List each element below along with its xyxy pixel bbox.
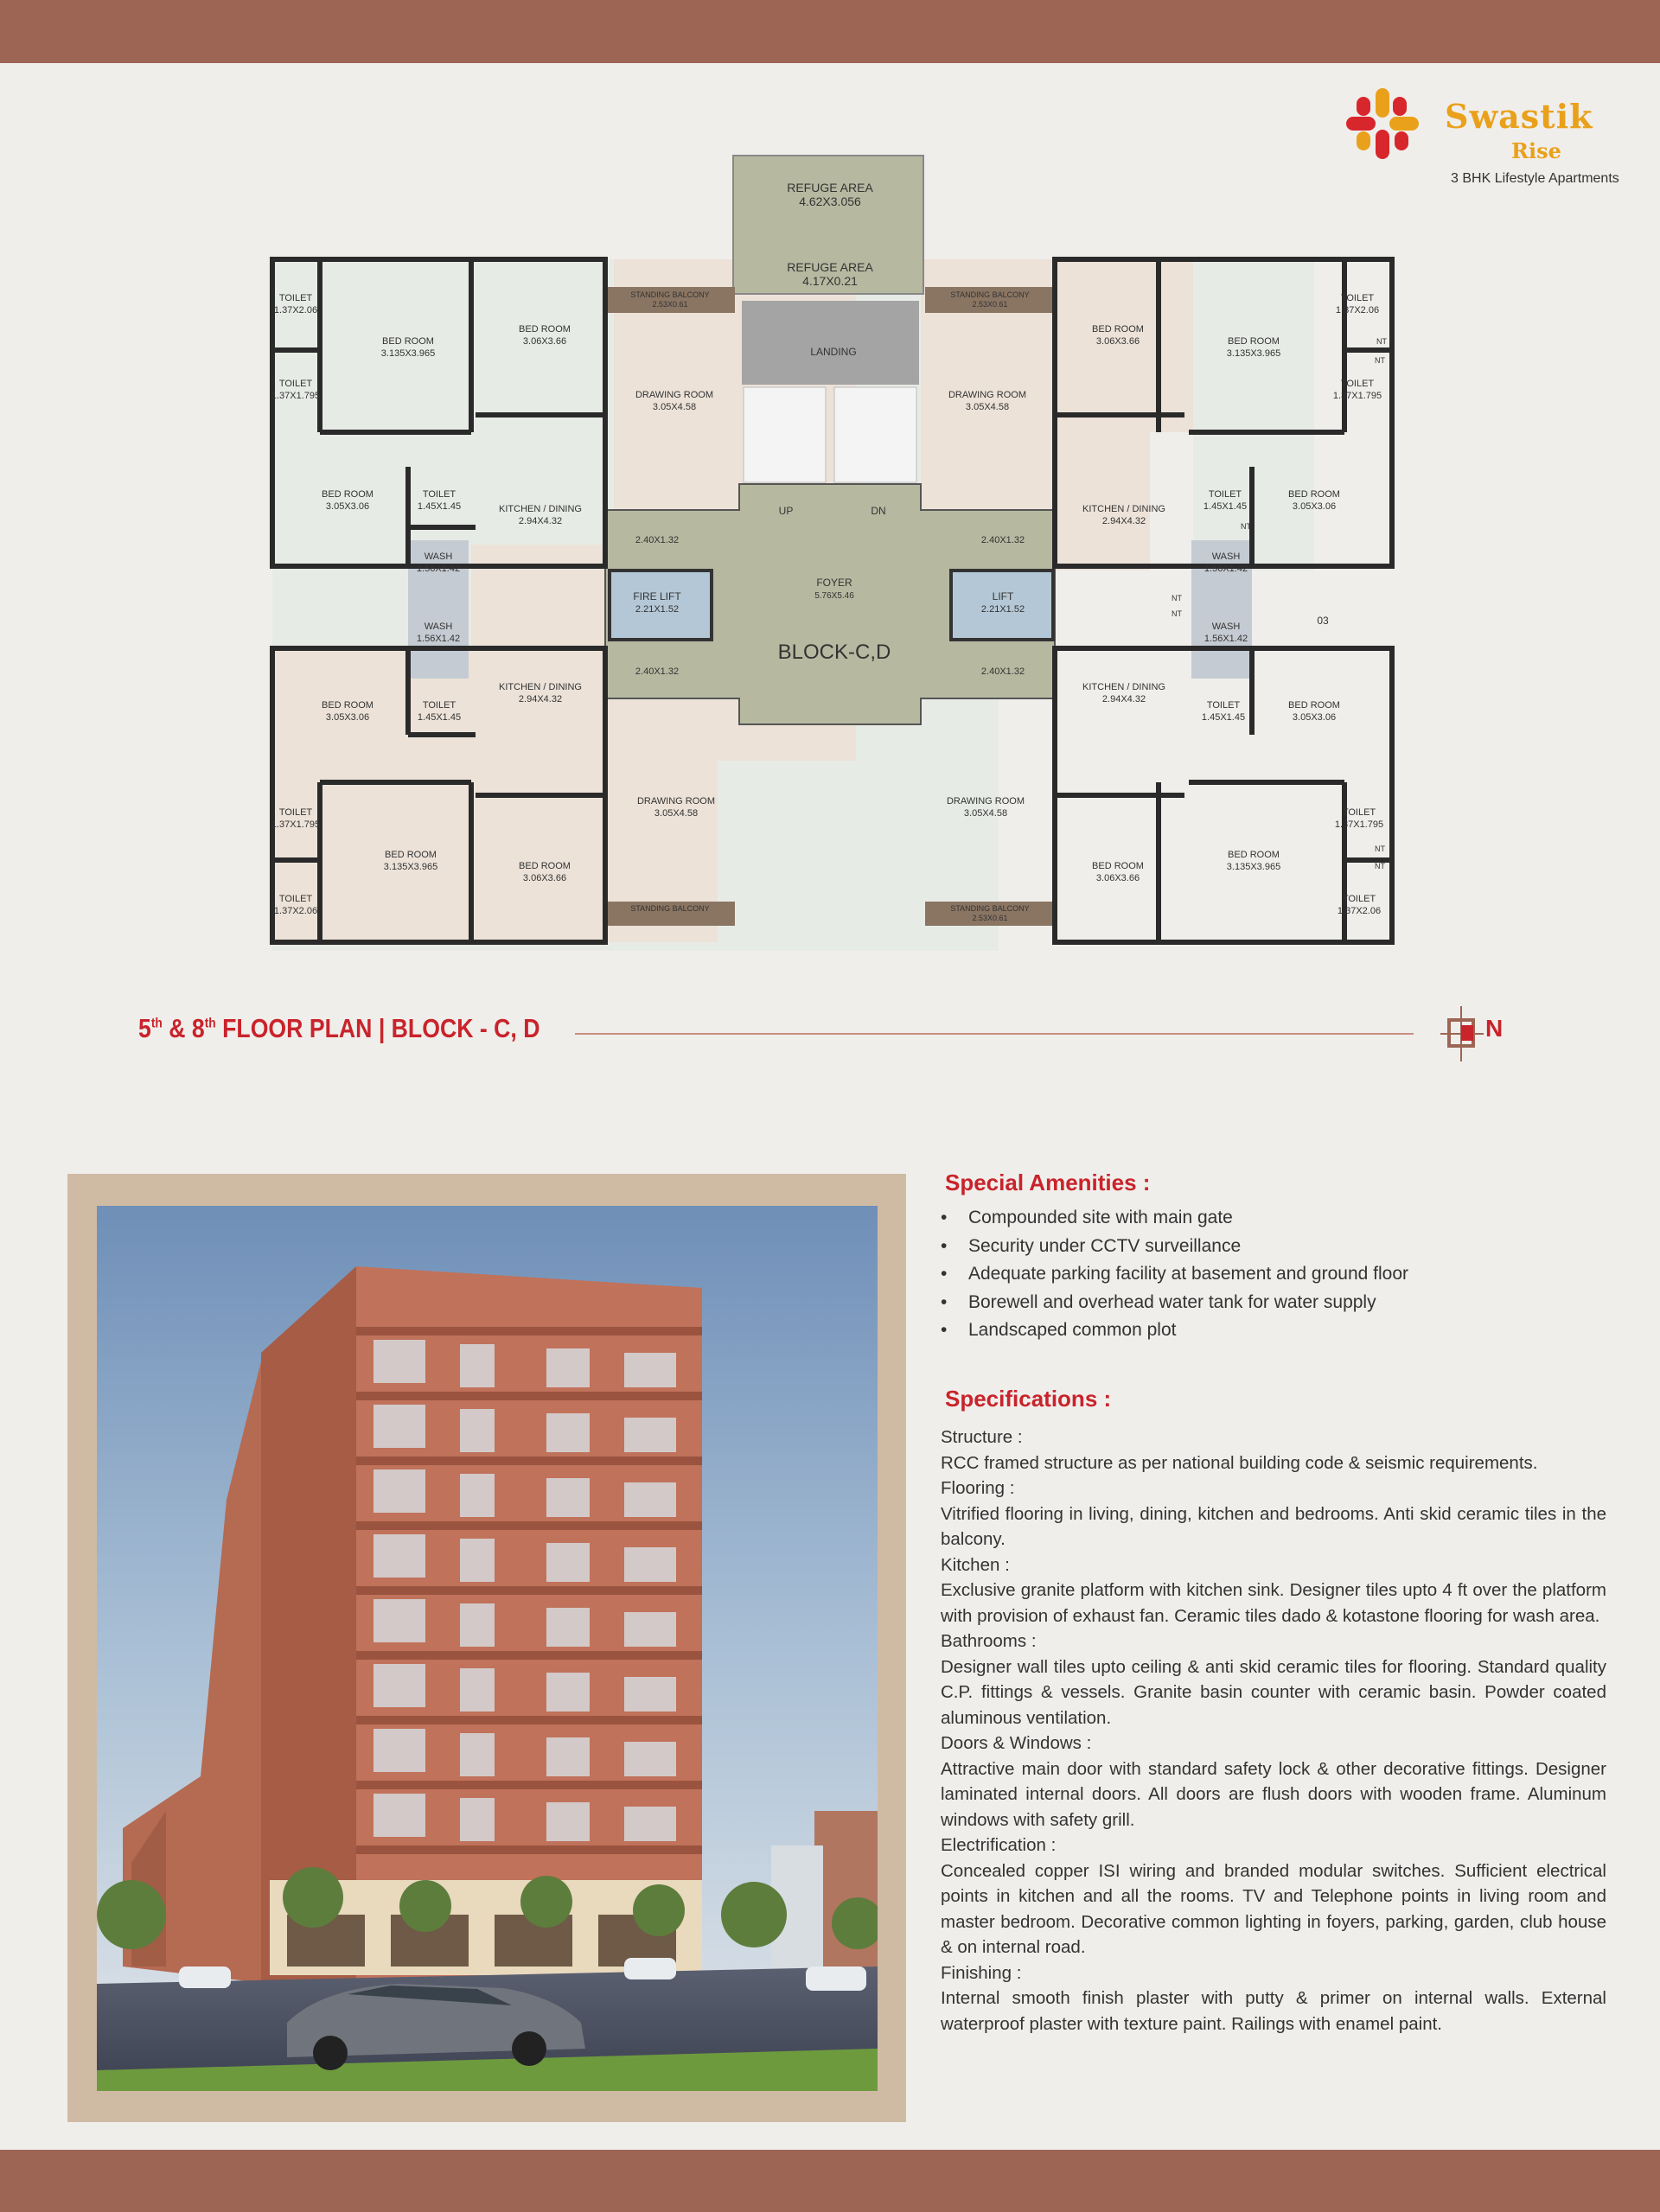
svg-text:3.06X3.66: 3.06X3.66 <box>522 873 567 883</box>
svg-text:3.135X3.965: 3.135X3.965 <box>1226 862 1281 872</box>
svg-text:WASH: WASH <box>424 622 453 632</box>
list-item: • Adequate parking facility at basement and ground floor <box>941 1260 1408 1289</box>
svg-text:3.05X3.06: 3.05X3.06 <box>1292 501 1337 512</box>
building-rendering-picture <box>97 1206 878 2091</box>
brand-name: Swastik <box>1445 97 1593 136</box>
balcony-size: 2.53X0.61 <box>972 914 1008 922</box>
lift-size: 2.21X1.52 <box>980 604 1025 615</box>
svg-text:3.05X4.58: 3.05X4.58 <box>654 808 699 819</box>
svg-text:DRAWING ROOM: DRAWING ROOM <box>636 796 716 806</box>
svg-text:3.135X3.965: 3.135X3.965 <box>380 348 436 359</box>
spec-text: Designer wall tiles upto ceiling & anti skid ceramic tiles for flooring. Standard quality C.P. fittings & vessels. Granite basin counter with ceramic basin. Powder coated aluminous ventilation. <box>941 1656 1606 1728</box>
floor-plan-drawing <box>259 147 1409 977</box>
spec-label: Structure : <box>941 1427 1023 1447</box>
svg-text:BED ROOM: BED ROOM <box>519 861 571 871</box>
svg-text:NT: NT <box>1375 845 1385 853</box>
svg-text:1.37X1.795: 1.37X1.795 <box>1332 391 1382 401</box>
svg-text:TOILET: TOILET <box>278 807 313 818</box>
spec-text: Internal smooth finish plaster with putty & primer on internal walls. External waterproof plaster with texture paint. Railings with enamel paint. <box>941 1988 1606 2034</box>
svg-text:3.05X4.58: 3.05X4.58 <box>652 402 697 412</box>
svg-text:BED ROOM: BED ROOM <box>1092 861 1144 871</box>
svg-text:2.94X4.32: 2.94X4.32 <box>518 694 563 704</box>
lobby-dim: 2.40X1.32 <box>980 666 1025 677</box>
spec-text: Concealed copper ISI wiring and branded modular switches. Sufficient electrical points in kitchen and all the rooms. TV and Telephone points in living room and master bedroom. Decorative common lighting in foyers, parking, garden, club house & on internal road. <box>941 1860 1606 1957</box>
spec-text: Attractive main door with standard safety lock & other decorative fittings. Designer laminated internal doors. All doors are flush doors with wooden frame. Aluminum windows with safety grill. <box>941 1758 1606 1830</box>
svg-text:TOILET: TOILET <box>1342 894 1376 904</box>
svg-text:3.135X3.965: 3.135X3.965 <box>383 862 438 872</box>
svg-text:BED ROOM: BED ROOM <box>519 324 571 335</box>
refuge-area-2-size: 4.17X0.21 <box>802 274 858 288</box>
svg-text:TOILET: TOILET <box>1340 293 1375 303</box>
svg-text:3.05X3.06: 3.05X3.06 <box>1292 712 1337 723</box>
svg-text:1.45X1.45: 1.45X1.45 <box>417 501 462 512</box>
lobby-dim: 2.40X1.32 <box>635 535 680 545</box>
svg-text:KITCHEN / DINING: KITCHEN / DINING <box>1082 504 1165 514</box>
svg-text:TOILET: TOILET <box>278 293 313 303</box>
svg-text:TOILET: TOILET <box>1342 807 1376 818</box>
foyer-label: FOYER <box>816 577 852 589</box>
svg-text:BED ROOM: BED ROOM <box>1288 489 1340 500</box>
svg-text:BED ROOM: BED ROOM <box>322 489 374 500</box>
svg-text:3.05X4.58: 3.05X4.58 <box>963 808 1008 819</box>
svg-text:BED ROOM: BED ROOM <box>385 850 437 860</box>
balcony-label: STANDING BALCONY <box>630 290 710 299</box>
svg-text:BED ROOM: BED ROOM <box>1288 700 1340 711</box>
svg-text:BED ROOM: BED ROOM <box>1228 850 1280 860</box>
svg-text:NT: NT <box>1376 337 1387 346</box>
specifications-list <box>941 1425 1606 2037</box>
compass <box>1440 1006 1510 1061</box>
list-item: • Landscaped common plot <box>941 1316 1408 1345</box>
list-item: • Borewell and overhead water tank for water supply <box>941 1289 1408 1317</box>
refuge-area-2-label: REFUGE AREA <box>787 260 873 274</box>
landing-label: LANDING <box>810 346 857 358</box>
svg-text:WASH: WASH <box>424 551 453 562</box>
block-label: BLOCK-C,D <box>777 641 891 664</box>
svg-text:BED ROOM: BED ROOM <box>322 700 374 711</box>
balcony-size: 2.53X0.61 <box>652 300 688 309</box>
spec-label: Bathrooms : <box>941 1631 1037 1651</box>
brand-sub: Rise <box>1511 138 1561 163</box>
svg-text:3.135X3.965: 3.135X3.965 <box>1226 348 1281 359</box>
svg-text:1.45X1.45: 1.45X1.45 <box>1201 712 1246 723</box>
svg-text:1.56X1.42: 1.56X1.42 <box>416 634 461 644</box>
svg-text:3.05X3.06: 3.05X3.06 <box>325 712 370 723</box>
foyer-size: 5.76X5.46 <box>814 591 854 601</box>
svg-text:BED ROOM: BED ROOM <box>382 336 434 347</box>
top-band <box>0 0 1660 63</box>
svg-text:TOILET: TOILET <box>278 894 313 904</box>
north-compass-icon <box>1440 1006 1484 1061</box>
svg-text:TOILET: TOILET <box>278 379 313 389</box>
svg-text:1.37X1.795: 1.37X1.795 <box>271 391 321 401</box>
title-divider <box>575 1033 1414 1035</box>
svg-text:TOILET: TOILET <box>1206 700 1241 711</box>
fire-lift-label: FIRE LIFT <box>633 590 681 602</box>
svg-text:DRAWING ROOM: DRAWING ROOM <box>635 390 714 400</box>
svg-text:1.37X2.06: 1.37X2.06 <box>273 906 318 916</box>
fire-lift-size: 2.21X1.52 <box>635 604 680 615</box>
list-item: • Compounded site with main gate <box>941 1204 1408 1233</box>
svg-text:DRAWING ROOM: DRAWING ROOM <box>946 796 1025 806</box>
stair-up-label: UP <box>778 505 794 517</box>
svg-text:2.94X4.32: 2.94X4.32 <box>1101 516 1146 526</box>
building-rendering-image <box>97 1206 878 2091</box>
svg-text:1.37X2.06: 1.37X2.06 <box>1337 906 1382 916</box>
svg-text:NT: NT <box>1375 862 1385 870</box>
amenities-list <box>941 1204 1408 1345</box>
svg-text:NT: NT <box>1375 356 1385 365</box>
amenities-heading: Special Amenities : <box>945 1170 1151 1195</box>
spec-label: Finishing : <box>941 1962 1022 1983</box>
lobby-dim: 2.40X1.32 <box>980 535 1025 545</box>
svg-text:NT: NT <box>1172 609 1182 618</box>
spec-text: Exclusive granite platform with kitchen sink. Designer tiles upto 4 ft over the platform with provision of exhaust fan. Ceramic tiles dado & kotastone flooring for wash area. <box>941 1580 1606 1626</box>
spec-label: Kitchen : <box>941 1554 1010 1575</box>
balcony-size: 2.53X0.61 <box>972 300 1008 309</box>
balcony-label: STANDING BALCONY <box>950 904 1030 913</box>
spec-label: Doors & Windows : <box>941 1733 1092 1753</box>
spec-label: Flooring : <box>941 1478 1015 1498</box>
svg-text:1.56X1.42: 1.56X1.42 <box>416 564 461 574</box>
svg-text:3.05X3.06: 3.05X3.06 <box>325 501 370 512</box>
svg-text:NT: NT <box>1172 594 1182 602</box>
floor-plan <box>259 147 1409 977</box>
compass-north-label: N <box>1485 1015 1504 1042</box>
svg-text:TOILET: TOILET <box>1208 489 1242 500</box>
refuge-area-1-label: REFUGE AREA <box>787 181 873 194</box>
svg-text:TOILET: TOILET <box>1340 379 1375 389</box>
svg-text:DRAWING ROOM: DRAWING ROOM <box>948 390 1027 400</box>
svg-text:1.37X1.795: 1.37X1.795 <box>271 819 321 830</box>
unit-number: 03 <box>1317 615 1329 627</box>
svg-text:BED ROOM: BED ROOM <box>1092 324 1144 335</box>
lobby-dim: 2.40X1.32 <box>635 666 680 677</box>
svg-text:3.06X3.66: 3.06X3.66 <box>1095 873 1140 883</box>
svg-text:1.37X2.06: 1.37X2.06 <box>1335 305 1380 316</box>
svg-text:2.94X4.32: 2.94X4.32 <box>518 516 563 526</box>
svg-text:1.37X1.795: 1.37X1.795 <box>1334 819 1384 830</box>
floor-plan-title: 5th & 8th FLOOR PLAN | BLOCK - C, D <box>138 1013 540 1043</box>
svg-text:TOILET: TOILET <box>422 700 456 711</box>
svg-text:TOILET: TOILET <box>422 489 456 500</box>
svg-text:WASH: WASH <box>1211 622 1241 632</box>
balcony-label: STANDING BALCONY <box>630 904 710 913</box>
spec-text: RCC framed structure as per national building code & seismic requirements. <box>941 1452 1538 1473</box>
svg-text:1.45X1.45: 1.45X1.45 <box>417 712 462 723</box>
balcony-label: STANDING BALCONY <box>950 290 1030 299</box>
svg-text:3.06X3.66: 3.06X3.66 <box>522 336 567 347</box>
svg-text:KITCHEN / DINING: KITCHEN / DINING <box>499 504 582 514</box>
list-item: • Security under CCTV surveillance <box>941 1233 1408 1261</box>
svg-text:NT: NT <box>1241 522 1251 531</box>
specifications-heading: Specifications : <box>945 1386 1112 1412</box>
svg-text:BED ROOM: BED ROOM <box>1228 336 1280 347</box>
svg-text:3.05X4.58: 3.05X4.58 <box>965 402 1010 412</box>
svg-text:KITCHEN / DINING: KITCHEN / DINING <box>1082 682 1165 692</box>
svg-text:1.56X1.42: 1.56X1.42 <box>1204 564 1248 574</box>
spec-label: Electrification : <box>941 1835 1057 1855</box>
svg-text:WASH: WASH <box>1211 551 1241 562</box>
lift-label: LIFT <box>992 590 1014 602</box>
refuge-area-1-size: 4.62X3.056 <box>799 194 861 208</box>
svg-text:1.56X1.42: 1.56X1.42 <box>1204 634 1248 644</box>
bottom-band <box>0 2150 1660 2212</box>
brand-tagline: 3 BHK Lifestyle Apartments <box>1451 171 1619 186</box>
svg-text:KITCHEN / DINING: KITCHEN / DINING <box>499 682 582 692</box>
svg-text:2.94X4.32: 2.94X4.32 <box>1101 694 1146 704</box>
svg-text:3.06X3.66: 3.06X3.66 <box>1095 336 1140 347</box>
stair-down-label: DN <box>871 505 886 517</box>
svg-text:1.37X2.06: 1.37X2.06 <box>273 305 318 316</box>
spec-text: Vitrified flooring in living, dining, kitchen and bedrooms. Anti skid ceramic tiles in the balcony. <box>941 1503 1606 1549</box>
svg-text:1.45X1.45: 1.45X1.45 <box>1203 501 1248 512</box>
